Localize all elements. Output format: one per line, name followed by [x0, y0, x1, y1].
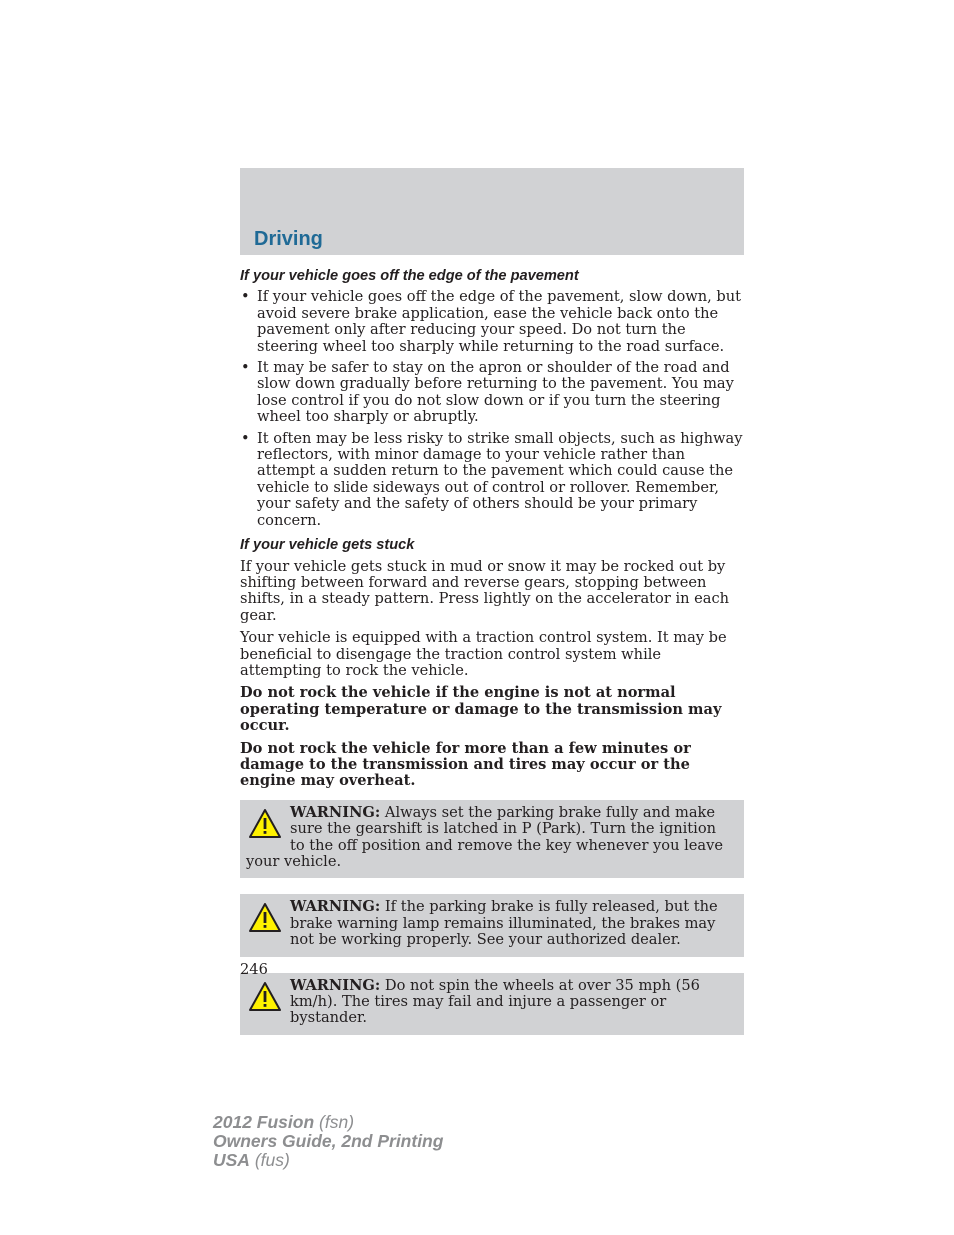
paragraph: If your vehicle gets stuck in mud or snow it may be rocked out by shifting between forward and reverse gears, stopping between shifts, in a steady pattern. Press lightly on the accelerator in each gear.: [240, 557, 730, 624]
footer-line-2: [213, 1132, 443, 1151]
warning-box: [240, 894, 744, 956]
footer-market-code: (fus): [254, 1150, 290, 1170]
warning-text: If the parking brake is fully released, but the brake warning lamp remains illuminated, the brakes may not be working properly. See your authorized dealer.: [290, 898, 718, 949]
warning-label: WARNING:: [290, 976, 381, 994]
footer-guide-edition: Owners Guide, 2nd Printing: [213, 1131, 444, 1151]
section-header-band: [240, 168, 744, 255]
warning-label: WARNING:: [290, 898, 381, 916]
footer-line-3: [213, 1151, 443, 1170]
warning-box: [240, 973, 744, 1035]
bullet-text: It often may be less risky to strike small objects, such as highway reflectors, with minor damage to your vehicle rather than attempt a sudden return to the pavement which could cause the vehicle to slide sideways out of control or rollover. Remember, your safety and the safety of others should be your primary concern.: [257, 429, 743, 529]
page-content: [240, 266, 744, 1051]
warning-text: Do not spin the wheels at over 35 mph (56 km/h). The tires may fail and injure a passenger or bystander.: [290, 976, 700, 1027]
warning-triangle-icon: [248, 981, 282, 1013]
footer-model: 2012 Fusion: [213, 1112, 315, 1132]
footer-line-1: [213, 1113, 443, 1132]
warning-triangle-icon: [248, 808, 282, 840]
bullet-icon: •: [241, 429, 250, 447]
warning-triangle-icon: [248, 902, 282, 934]
paragraph: Your vehicle is equipped with a traction control system. It may be beneficial to disengage the traction control system while attempting to rock the vehicle.: [240, 629, 727, 679]
list-item: [240, 431, 744, 529]
bold-paragraph: Do not rock the vehicle for more than a few minutes or damage to the transmission and tires may occur or the engine may overheat.: [240, 739, 691, 790]
bullet-icon: •: [241, 288, 250, 306]
bold-paragraph: Do not rock the vehicle if the engine is not at normal operating temperature or damage to the transmission may occur.: [240, 684, 722, 735]
footer-market: USA: [213, 1150, 250, 1170]
page-number: 246: [240, 961, 268, 978]
bullet-text: If your vehicle goes off the edge of the pavement, slow down, but avoid severe brake application, ease the vehicle back onto the pavement only after reducing your speed. Do not turn the steering wheel too sharply while returning to the road surface.: [257, 288, 742, 355]
pavement-bullet-list: [240, 289, 744, 529]
stuck-heading: If your vehicle gets stuck: [240, 537, 415, 554]
pavement-heading: If your vehicle goes off the edge of the pavement: [240, 268, 579, 284]
list-item: [240, 289, 744, 355]
list-item: [240, 360, 744, 426]
section-title: Driving: [254, 228, 323, 250]
warning-box: [240, 800, 744, 879]
warning-text: Always set the parking brake fully and make sure the gearshift is latched in P (Park). Turn the ignition to the off position and remove the key whenever you leave your vehicle.: [246, 803, 724, 870]
warning-label: WARNING:: [290, 803, 381, 821]
footer-edition-info: [213, 1113, 443, 1170]
footer-model-code: (fsn): [319, 1112, 355, 1132]
bullet-icon: •: [241, 359, 250, 377]
bullet-text: It may be safer to stay on the apron or shoulder of the road and slow down gradually before returning to the pavement. You may lose control if you do not slow down or if you turn the steering wheel too sharply or abruptly.: [257, 359, 734, 426]
